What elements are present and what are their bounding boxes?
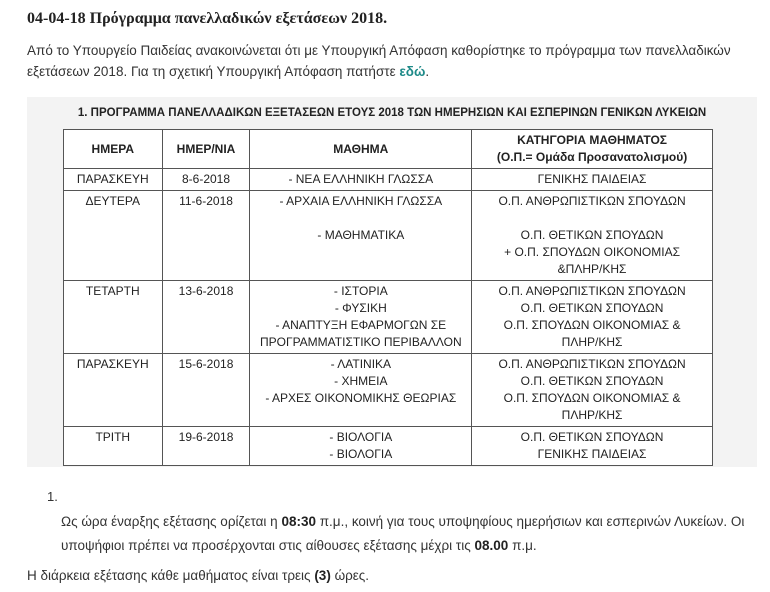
table-header-row — [64, 130, 713, 169]
category-line: ΠΛΗΡ/ΚΗΣ — [561, 335, 623, 349]
cell-date: 8-6-2018 — [162, 169, 250, 191]
cell-date: 11-6-2018 — [162, 191, 250, 281]
subject-line: - ΑΡΧΕΣ ΟΙΚΟΝΟΜΙΚΗΣ ΘΕΩΡΙΑΣ — [265, 391, 457, 405]
category-line: ΓΕΝΙΚΗΣ ΠΑΙΔΕΙΑΣ — [537, 172, 647, 186]
cell-day: ΠΑΡΑΣΚΕΥΗ — [64, 354, 163, 427]
line-spacer — [476, 210, 708, 227]
category-line: Ο.Π. ΣΠΟΥΔΩΝ ΟΙΚΟΝΟΜΙΑΣ & — [503, 391, 681, 405]
table-row — [64, 354, 713, 427]
note-text: π.μ., κοινή για τους υποψηφίους ημερήσιων και εσπερινών Λυκείων. Οι υποψήφιοι πρέπει να προσέρχονται στις αίθουσες εξέτασης μέχρι τις — [61, 514, 745, 553]
cell-subjects — [250, 427, 472, 466]
cell-subjects — [250, 354, 472, 427]
intro-paragraph — [27, 40, 757, 82]
page-title: 04-04-18 Πρόγραμμα πανελλαδικών εξετάσεων 2018. — [27, 10, 388, 27]
arrival-time: 08.00 — [474, 538, 509, 553]
cell-categories — [472, 281, 713, 354]
category-line: Ο.Π. ΑΝΘΡΩΠΙΣΤΙΚΩΝ ΣΠΟΥΔΩΝ — [498, 194, 686, 208]
cell-categories — [472, 191, 713, 281]
start-time-note — [61, 510, 751, 558]
header-category-label: ΚΑΤΗΓΟΡΙΑ ΜΑΘΗΜΑΤΟΣ — [517, 133, 667, 147]
cell-day: ΠΑΡΑΣΚΕΥΗ — [64, 169, 163, 191]
header-day: ΗΜΕΡΑ — [64, 130, 163, 169]
category-line: Ο.Π. ΘΕΤΙΚΩΝ ΣΠΟΥΔΩΝ — [520, 228, 664, 242]
category-line: ΓΕΝΙΚΗΣ ΠΑΙΔΕΙΑΣ — [537, 447, 647, 461]
note-text: Ως ώρα έναρξης εξέτασης ορίζεται η — [61, 514, 282, 529]
table-row — [64, 427, 713, 466]
schedule-table — [63, 129, 713, 466]
cell-date: 13-6-2018 — [162, 281, 250, 354]
intro-text: Από το Υπουργείο Παιδείας ανακοινώνεται ότι με Υπουργική Απόφαση καθορίστηκε το πρόγραμμα των πανελλαδικών εξετάσεων 2018. Για τη σχετική Υπουργική Απόφαση πατήστε — [27, 43, 731, 79]
subject-line: - ΛΑΤΙΝΙΚΑ — [330, 357, 392, 371]
category-line: Ο.Π. ΑΝΘΡΩΠΙΣΤΙΚΩΝ ΣΠΟΥΔΩΝ — [498, 284, 686, 298]
start-time: 08:30 — [281, 514, 316, 529]
cell-categories — [472, 354, 713, 427]
header-category — [472, 130, 713, 169]
subject-line: - ΦΥΣΙΚΗ — [334, 301, 387, 315]
category-line: + Ο.Π. ΣΠΟΥΔΩΝ ΟΙΚΟΝΟΜΙΑΣ — [504, 245, 680, 259]
subject-line: - ΝΕΑ ΕΛΛΗΝΙΚΗ ΓΛΩΣΣΑ — [288, 172, 434, 186]
subject-line: - ΒΙΟΛΟΓΙΑ — [329, 430, 393, 444]
decision-link[interactable]: εδώ — [399, 64, 426, 79]
category-line: &ΠΛΗΡ/ΚΗΣ — [557, 262, 627, 276]
category-line: Ο.Π. ΑΝΘΡΩΠΙΣΤΙΚΩΝ ΣΠΟΥΔΩΝ — [498, 357, 686, 371]
intro-tail: . — [425, 64, 430, 79]
category-line: Ο.Π. ΘΕΤΙΚΩΝ ΣΠΟΥΔΩΝ — [520, 430, 664, 444]
subject-line: - ΑΝΑΠΤΥΞΗ ΕΦΑΡΜΟΓΩΝ ΣΕ — [275, 318, 447, 332]
line-spacer — [254, 210, 467, 227]
table-row — [64, 281, 713, 354]
duration-hours: (3) — [314, 568, 331, 583]
header-category-note: (Ο.Π.= Ομάδα Προσανατολισμού) — [496, 150, 688, 164]
note-text: π.μ. — [508, 538, 537, 553]
cell-date: 15-6-2018 — [162, 354, 250, 427]
header-subject: ΜΑΘΗΜΑ — [250, 130, 472, 169]
cell-day: ΤΕΤΑΡΤΗ — [64, 281, 163, 354]
subject-line: - ΧΗΜΕΙΑ — [334, 374, 388, 388]
duration-text: Η διάρκεια εξέτασης κάθε μαθήματος είναι τρεις — [27, 568, 315, 583]
cell-subjects — [250, 281, 472, 354]
cell-day: ΔΕΥΤΕΡΑ — [64, 191, 163, 281]
category-line: Ο.Π. ΘΕΤΙΚΩΝ ΣΠΟΥΔΩΝ — [520, 374, 664, 388]
category-line: Ο.Π. ΘΕΤΙΚΩΝ ΣΠΟΥΔΩΝ — [520, 301, 664, 315]
table-row — [64, 191, 713, 281]
category-line: ΠΛΗΡ/ΚΗΣ — [561, 408, 623, 422]
table-row — [64, 169, 713, 191]
cell-subjects — [250, 191, 472, 281]
schedule-panel — [27, 97, 757, 467]
cell-subjects — [250, 169, 472, 191]
subject-line: - ΑΡΧΑΙΑ ΕΛΛΗΝΙΚΗ ΓΛΩΣΣΑ — [279, 194, 443, 208]
duration-note — [27, 568, 757, 583]
cell-day: ΤΡΙΤΗ — [64, 427, 163, 466]
cell-categories — [472, 169, 713, 191]
subject-line: - ΙΣΤΟΡΙΑ — [333, 284, 388, 298]
list-marker: 1. — [47, 489, 58, 504]
duration-text: ώρες. — [330, 568, 370, 583]
cell-date: 19-6-2018 — [162, 427, 250, 466]
subject-line: ΠΡΟΓΡΑΜΜΑΤΙΣΤΙΚΟ ΠΕΡΙΒΑΛΛΟΝ — [259, 335, 462, 349]
subject-line: - ΒΙΟΛΟΓΙΑ — [329, 447, 393, 461]
subject-line: - ΜΑΘΗΜΑΤΙΚΑ — [317, 228, 405, 242]
cell-categories — [472, 427, 713, 466]
header-date: ΗΜΕΡ/ΝΙΑ — [162, 130, 250, 169]
table-heading: 1. ΠΡΟΓΡΑΜΜΑ ΠΑΝΕΛΛΑΔΙΚΩΝ ΕΞΕΤΑΣΕΩΝ ΕΤΟΥΣ 2018 ΤΩΝ ΗΜΕΡΗΣΙΩΝ ΚΑΙ ΕΣΠΕΡΙΝΩΝ ΓΕΝΙΚΩΝ ΛΥΚΕΙΩΝ — [77, 107, 707, 119]
category-line: Ο.Π. ΣΠΟΥΔΩΝ ΟΙΚΟΝΟΜΙΑΣ & — [503, 318, 681, 332]
